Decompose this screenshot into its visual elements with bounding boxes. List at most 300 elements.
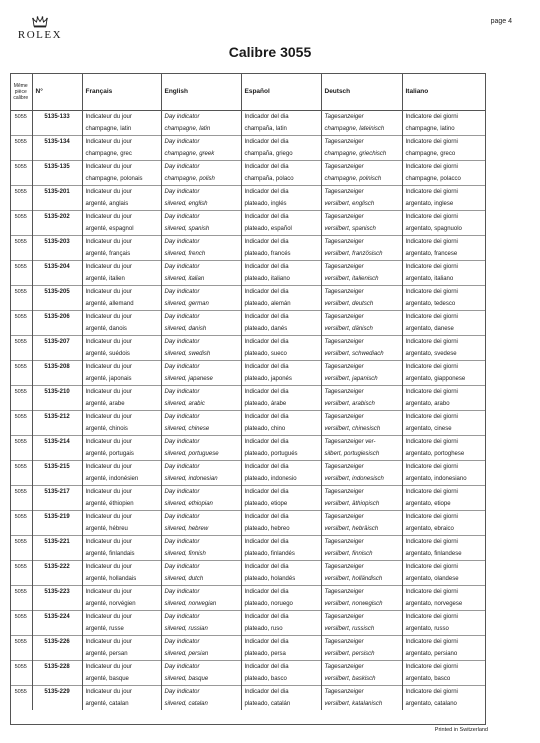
english-cell: champagne, greek [161,148,241,161]
table-row [10,386,485,399]
part-number-cell: 5135-222 [32,561,82,574]
english-cell: Day indicator [161,361,241,374]
italian-cell: argentato, inglese [405,201,454,207]
part-number-cell [32,698,82,710]
french-cell: Indicateur du jour [82,161,161,174]
english-cell: Day indicator [161,236,241,249]
calibre-cell [10,123,32,136]
german-cell: versilbert, persisch [321,648,402,661]
english-cell: silvered, persian [161,648,241,661]
english-cell: Day indicator [161,511,241,524]
col-header-italian: Italiano [402,73,485,111]
german-cell: Tagesanzeiger [321,511,402,524]
col-header-english: English [161,73,241,111]
italian-cell: argentato, basco [405,676,451,682]
french-cell: Indicateur du jour [82,436,161,449]
italian-cell: argentato, ebraico [405,526,454,532]
col-header-french: Français [82,73,161,111]
italian-cell: Indicatore dei giorni [402,111,485,124]
german-cell: champagne, polnisch [321,173,402,186]
german-cell: Tagesanzeiger [321,261,402,274]
french-cell: Indicateur du jour [82,486,161,499]
spanish-cell: Indicador del dia [241,236,321,249]
english-cell: Day indicator [161,661,241,674]
spanish-cell: Indicador del dia [241,386,321,399]
german-cell: versilbert, finnisch [321,548,402,561]
table-row [10,436,485,449]
table-row [10,561,485,574]
calibre-cell [10,523,32,536]
english-cell: Day indicator [161,336,241,349]
italian-cell: Indicatore dei giorni [402,536,485,549]
calibre-cell: 5055 [10,161,32,174]
german-cell: Tagesanzeiger [321,336,402,349]
italian-cell: Indicatore dei giorni [402,361,485,374]
english-cell: silvered, german [161,298,241,311]
french-cell: Indicateur du jour [82,336,161,349]
part-number-cell: 5135-212 [32,411,82,424]
spanish-cell: Indicador del dia [241,561,321,574]
table-row [10,448,485,461]
german-cell: Tagesanzeiger [321,486,402,499]
spanish-cell: plateado, ruso [241,623,321,636]
english-cell: silvered, basque [161,673,241,686]
italian-cell: Indicatore dei giorni [402,311,485,324]
italian-cell: argentato, norvegese [405,601,463,607]
calibre-cell: 5055 [10,211,32,224]
german-cell: Tagesanzeiger [321,311,402,324]
german-cell: Tagesanzeiger [321,361,402,374]
calibre-cell: 5055 [10,511,32,524]
table-row [10,611,485,624]
printed-in-note: Printed in Switzerland [434,727,488,733]
spanish-cell: plateado, catalán [241,698,321,710]
table-row [10,273,485,286]
spanish-cell: plateado, árabe [241,398,321,411]
spanish-cell: plateado, hebreo [241,523,321,536]
part-number-cell [32,198,82,211]
spanish-cell: Indicador del dia [241,336,321,349]
spanish-cell: Indicador del dia [241,361,321,374]
german-cell: Tagesanzeiger [321,386,402,399]
table-row [10,473,485,486]
spanish-cell: Indicador del dia [241,486,321,499]
spanish-cell: Indicador del dia [241,461,321,474]
french-cell: argenté, suédois [82,348,161,361]
calibre-cell: 5055 [10,386,32,399]
spanish-cell: plateado, danés [241,323,321,336]
german-cell: versilbert, indonesisch [321,473,402,486]
table-row [10,123,485,136]
calibre-cell [10,698,32,710]
spanish-cell: champaña, latin [241,123,321,136]
italian-cell: Indicatore dei giorni [402,261,485,274]
table-row [10,573,485,586]
calibre-cell: 5055 [10,411,32,424]
part-number-cell: 5135-229 [32,686,82,699]
part-number-cell: 5135-214 [32,436,82,449]
spanish-cell: Indicador del dia [241,661,321,674]
part-number-cell [32,448,82,461]
italian-cell: argentato, danese [405,326,454,332]
french-cell: Indicateur du jour [82,136,161,149]
italian-cell: argentato, cinese [405,426,452,432]
english-cell: Day indicator [161,186,241,199]
german-cell: versilbert, norwegisch [321,598,402,611]
table-row [10,223,485,236]
italian-cell: Indicatore dei giorni [402,661,485,674]
english-cell: Day indicator [161,286,241,299]
col-header-spanish: Español [241,73,321,111]
english-cell: Day indicator [161,461,241,474]
table-row [10,373,485,386]
italian-cell: argentato, italiano [405,276,454,282]
german-cell: versilbert, spanisch [321,223,402,236]
french-cell: Indicateur du jour [82,636,161,649]
german-cell: versilbert, äthiopisch [321,498,402,511]
calibre-cell [10,173,32,186]
italian-cell: Indicatore dei giorni [402,586,485,599]
spanish-cell: Indicador del dia [241,411,321,424]
french-cell: Indicateur du jour [82,686,161,699]
calibre-cell: 5055 [10,336,32,349]
page-number: page 4 [490,18,512,25]
german-cell: Tagesanzeiger [321,461,402,474]
french-cell: argenté, éthiopien [82,498,161,511]
calibre-cell [10,398,32,411]
french-cell: argenté, français [82,248,161,261]
part-number-cell [32,373,82,386]
spanish-cell: Indicador del dia [241,511,321,524]
italian-cell: Indicatore dei giorni [402,161,485,174]
part-number-cell [32,298,82,311]
german-cell: versilbert, dänisch [321,323,402,336]
table-row [10,511,485,524]
spanish-cell: Indicador del dia [241,586,321,599]
table-row [10,686,485,699]
english-cell: silvered, italian [161,273,241,286]
part-number-cell: 5135-202 [32,211,82,224]
italian-cell: argentato, spagnuolo [405,226,462,232]
german-cell: champagne, lateinisch [321,123,402,136]
part-number-cell [32,598,82,611]
calibre-cell: 5055 [10,436,32,449]
english-cell: silvered, arabic [161,398,241,411]
english-cell: Day indicator [161,161,241,174]
french-cell: argenté, danois [82,323,161,336]
german-cell: silbert, portugiesisch [321,448,402,461]
english-cell: Day indicator [161,436,241,449]
english-cell: Day indicator [161,486,241,499]
italian-cell: argentato, olandese [405,576,459,582]
english-cell: silvered, french [161,248,241,261]
calibre-cell [10,223,32,236]
french-cell: argenté, russe [82,623,161,636]
french-cell: argenté, allemand [82,298,161,311]
calibre-cell: 5055 [10,261,32,274]
italian-cell: Indicatore dei giorni [402,286,485,299]
spanish-cell: Indicador del dia [241,161,321,174]
part-number-cell [32,148,82,161]
crown-icon [32,16,48,28]
italian-cell: argentato, tedesco [405,301,456,307]
french-cell: champagne, polonais [82,173,161,186]
french-cell: Indicateur du jour [82,361,161,374]
italian-cell: Indicatore dei giorni [402,386,485,399]
german-cell: versilbert, japanisch [321,373,402,386]
french-cell: Indicateur du jour [82,536,161,549]
table-row [10,536,485,549]
table-row [10,361,485,374]
table-row [10,486,485,499]
german-cell: versilbert, baskisch [321,673,402,686]
italian-cell: argentato, persiano [405,651,458,657]
part-number-cell: 5135-219 [32,511,82,524]
calibre-cell: 5055 [10,136,32,149]
part-number-cell: 5135-223 [32,586,82,599]
german-cell: versilbert, russisch [321,623,402,636]
part-number-cell: 5135-210 [32,386,82,399]
table-row [10,286,485,299]
german-cell: Tagesanzeiger [321,286,402,299]
table-row [10,236,485,249]
german-cell: versilbert, italienisch [321,273,402,286]
italian-cell: Indicatore dei giorni [402,186,485,199]
english-cell: silvered, english [161,198,241,211]
col-header-number: N° [32,73,82,111]
spanish-cell: plateado, francés [241,248,321,261]
english-cell: silvered, catalan [161,698,241,710]
german-cell: Tagesanzeiger [321,411,402,424]
calibre-cell [10,198,32,211]
table-header-row [10,73,485,111]
spanish-cell: Indicador del dia [241,211,321,224]
part-number-cell: 5135-201 [32,186,82,199]
german-cell: Tagesanzeiger [321,111,402,124]
calibre-cell [10,623,32,636]
english-cell: Day indicator [161,311,241,324]
spanish-cell: plateado, español [241,223,321,236]
english-cell: silvered, hebrew [161,523,241,536]
page-title: Calibre 3055 [228,44,312,60]
german-cell: Tagesanzeiger [321,636,402,649]
german-cell: Tagesanzeiger [321,211,402,224]
italian-cell: Indicatore dei giorni [402,336,485,349]
english-cell: silvered, portuguese [161,448,241,461]
part-number-cell [32,498,82,511]
spanish-cell: Indicador del dia [241,636,321,649]
italian-cell: argentato, portoghese [405,451,465,457]
spanish-cell: plateado, japonés [241,373,321,386]
french-cell: Indicateur du jour [82,511,161,524]
english-cell: silvered, japanese [161,373,241,386]
spanish-cell: plateado, indonesio [241,473,321,486]
german-cell: Tagesanzeiger [321,586,402,599]
part-number-cell: 5135-217 [32,486,82,499]
italian-cell: argentato, arabo [405,401,450,407]
col-header-same-calibre: Même pièce calibre [10,73,32,111]
spanish-cell: plateado, holandés [241,573,321,586]
part-number-cell [32,573,82,586]
spanish-cell: plateado, italiano [241,273,321,286]
german-cell: Tagesanzeiger [321,161,402,174]
part-number-cell [32,123,82,136]
table-row [10,498,485,511]
german-cell: versilbert, französisch [321,248,402,261]
english-cell: silvered, swedish [161,348,241,361]
spanish-cell: champaña, polaco [241,173,321,186]
italian-cell: argentato, francese [405,251,458,257]
table-row [10,336,485,349]
part-number-cell [32,473,82,486]
french-cell: Indicateur du jour [82,111,161,124]
german-cell: versilbert, chinesisch [321,423,402,436]
part-number-cell: 5135-133 [32,111,82,124]
table-row [10,198,485,211]
french-cell: argenté, catalan [82,698,161,710]
italian-cell: argentato, giapponese [405,376,466,382]
italian-cell: argentato, catalano [405,701,457,707]
table-row [10,248,485,261]
part-number-cell: 5135-206 [32,311,82,324]
french-cell: argenté, portugais [82,448,161,461]
italian-cell: Indicatore dei giorni [402,236,485,249]
part-number-cell [32,548,82,561]
calibre-cell: 5055 [10,661,32,674]
english-cell: Day indicator [161,411,241,424]
italian-cell: Indicatore dei giorni [402,211,485,224]
spanish-cell: Indicador del dia [241,186,321,199]
spanish-cell: Indicador del dia [241,686,321,699]
table-row [10,523,485,536]
part-number-cell: 5135-205 [32,286,82,299]
table-row [10,323,485,336]
italian-cell: Indicatore dei giorni [402,461,485,474]
table-row [10,398,485,411]
part-number-cell [32,523,82,536]
calibre-cell: 5055 [10,461,32,474]
french-cell: argenté, hébreu [82,523,161,536]
spanish-cell: Indicador del dia [241,286,321,299]
french-cell: champagne, grec [82,148,161,161]
calibre-cell: 5055 [10,236,32,249]
table-row [10,586,485,599]
part-number-cell [32,273,82,286]
part-number-cell: 5135-228 [32,661,82,674]
table-row [10,298,485,311]
spanish-cell: Indicador del dia [241,311,321,324]
italian-cell: champagne, latino [405,126,455,132]
english-cell: Day indicator [161,261,241,274]
part-number-cell [32,673,82,686]
italian-cell: Indicatore dei giorni [402,136,485,149]
calibre-cell [10,323,32,336]
spanish-cell: plateado, sueco [241,348,321,361]
table-row [10,348,485,361]
part-number-cell: 5135-135 [32,161,82,174]
italian-cell: argentato, finlandese [405,551,462,557]
english-cell: Day indicator [161,586,241,599]
calibre-cell [10,423,32,436]
calibre-cell: 5055 [10,286,32,299]
table-row [10,423,485,436]
italian-cell: Indicatore dei giorni [402,686,485,699]
part-number-cell: 5135-207 [32,336,82,349]
italian-cell: Indicatore dei giorni [402,436,485,449]
calibre-cell: 5055 [10,311,32,324]
german-cell: Tagesanzeiger [321,536,402,549]
table-row [10,311,485,324]
english-cell: Day indicator [161,611,241,624]
french-cell: Indicateur du jour [82,311,161,324]
english-cell: Day indicator [161,561,241,574]
calibre-cell: 5055 [10,586,32,599]
italian-cell: champagne, polacco [405,176,461,182]
calibre-cell: 5055 [10,636,32,649]
french-cell: Indicateur du jour [82,661,161,674]
french-cell: Indicateur du jour [82,261,161,274]
table-row [10,661,485,674]
italian-cell: argentato, russo [405,626,449,632]
table-row [10,636,485,649]
french-cell: argenté, basque [82,673,161,686]
part-number-cell [32,173,82,186]
table-row [10,211,485,224]
french-cell: argenté, espagnol [82,223,161,236]
french-cell: argenté, persan [82,648,161,661]
spanish-cell: Indicador del dia [241,261,321,274]
french-cell: Indicateur du jour [82,386,161,399]
italian-cell: Indicatore dei giorni [402,411,485,424]
part-number-cell: 5135-208 [32,361,82,374]
english-cell: Day indicator [161,136,241,149]
italian-cell: champagne, greco [405,151,456,157]
part-number-cell: 5135-204 [32,261,82,274]
calibre-cell [10,573,32,586]
part-number-cell [32,323,82,336]
german-cell: Tagesanzeiger [321,661,402,674]
calibre-cell: 5055 [10,186,32,199]
italian-cell: Indicatore dei giorni [402,511,485,524]
german-cell: versilbert, holländisch [321,573,402,586]
italian-cell: Indicatore dei giorni [402,561,485,574]
english-cell: Day indicator [161,536,241,549]
spanish-cell: plateado, finlandés [241,548,321,561]
table-row [10,261,485,274]
french-cell: champagne, latin [82,123,161,136]
brand-name: ROLEX [17,29,63,41]
table-row [10,623,485,636]
table-row [10,136,485,149]
german-cell: versilbert, englisch [321,198,402,211]
french-cell: Indicateur du jour [82,586,161,599]
english-cell: silvered, indonesian [161,473,241,486]
part-number-cell: 5135-226 [32,636,82,649]
spanish-cell: plateado, portugués [241,448,321,461]
part-number-cell [32,423,82,436]
german-cell: Tagesanzeiger [321,686,402,699]
calibre-cell [10,273,32,286]
calibre-cell: 5055 [10,536,32,549]
table-row [10,173,485,186]
calibre-cell: 5055 [10,561,32,574]
calibre-cell [10,448,32,461]
part-number-cell [32,348,82,361]
french-cell: Indicateur du jour [82,286,161,299]
spanish-cell: Indicador del dia [241,111,321,124]
english-cell: champagne, latin [161,123,241,136]
italian-cell: Indicatore dei giorni [402,636,485,649]
